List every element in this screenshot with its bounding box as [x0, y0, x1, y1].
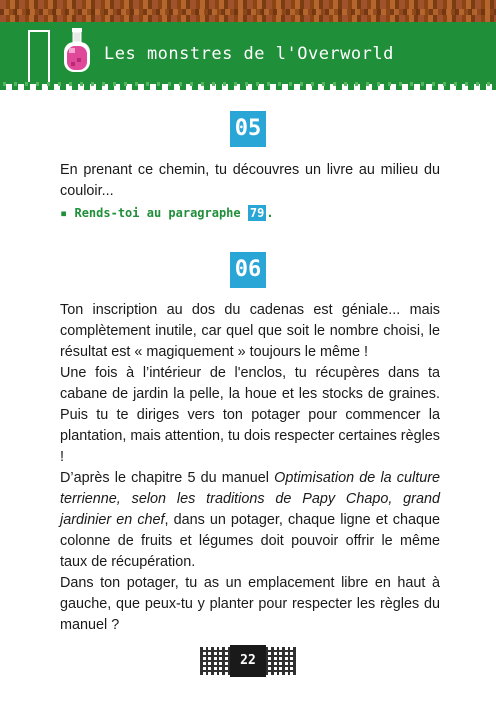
- page-footer: [200, 645, 296, 677]
- paragraph-text: [60, 468, 440, 573]
- bookmark-icon: [28, 30, 50, 82]
- header-pixel-edge-highlight: [0, 82, 496, 86]
- paragraph-number-badge: 05: [230, 111, 266, 147]
- dirt-border: [0, 0, 496, 22]
- paragraph-text: Dans ton potager, tu as un emplacement libre en haut à gauche, que peux-tu y planter pour respecter les règles du manuel ?: [60, 575, 440, 633]
- page-number: 22: [230, 645, 266, 677]
- manual-ref-start: D’après le chapitre 5 du manuel: [60, 470, 275, 486]
- paragraph-text: Une fois à l’intérieur de l'enclos, tu récupères dans ta cabane de jardin la pelle, la houe et les stocks de graines. Puis tu te diriges vers ton potager pour commencer la plantation, mais attention, tu dois respecter certaines règles !: [60, 365, 440, 465]
- bullet-icon: ▪: [60, 206, 68, 220]
- chapter-title: Les monstres de l'Overworld: [104, 44, 394, 64]
- section-05-text: [60, 160, 440, 202]
- paragraph-number-badge: 06: [230, 252, 266, 288]
- manual-ref-end: , dans un potager, chaque ligne et chaque colonne de fruits et légumes doit pouvoir offrir le même taux de récupération.: [60, 512, 440, 570]
- potion-icon: [60, 28, 94, 76]
- goto-label: Rends-toi au paragraphe: [74, 206, 241, 220]
- goto-instruction[interactable]: [60, 205, 274, 221]
- paragraph-text: Ton inscription au dos du cadenas est géniale... mais complètement inutile, car quel que soit le nombre choisi, le résultat est « magiquement » toujours le même !: [60, 302, 440, 360]
- manual-title: Optimisation de la culture terrienne, selon les traditions de Papy Chapo, grand jardinier en chef: [60, 470, 440, 528]
- goto-target-number[interactable]: 79: [249, 206, 265, 220]
- goto-end: .: [266, 206, 274, 220]
- paragraph-text: En prenant ce chemin, tu découvres un livre au milieu du couloir...: [60, 162, 440, 199]
- section-06-text: [60, 300, 440, 636]
